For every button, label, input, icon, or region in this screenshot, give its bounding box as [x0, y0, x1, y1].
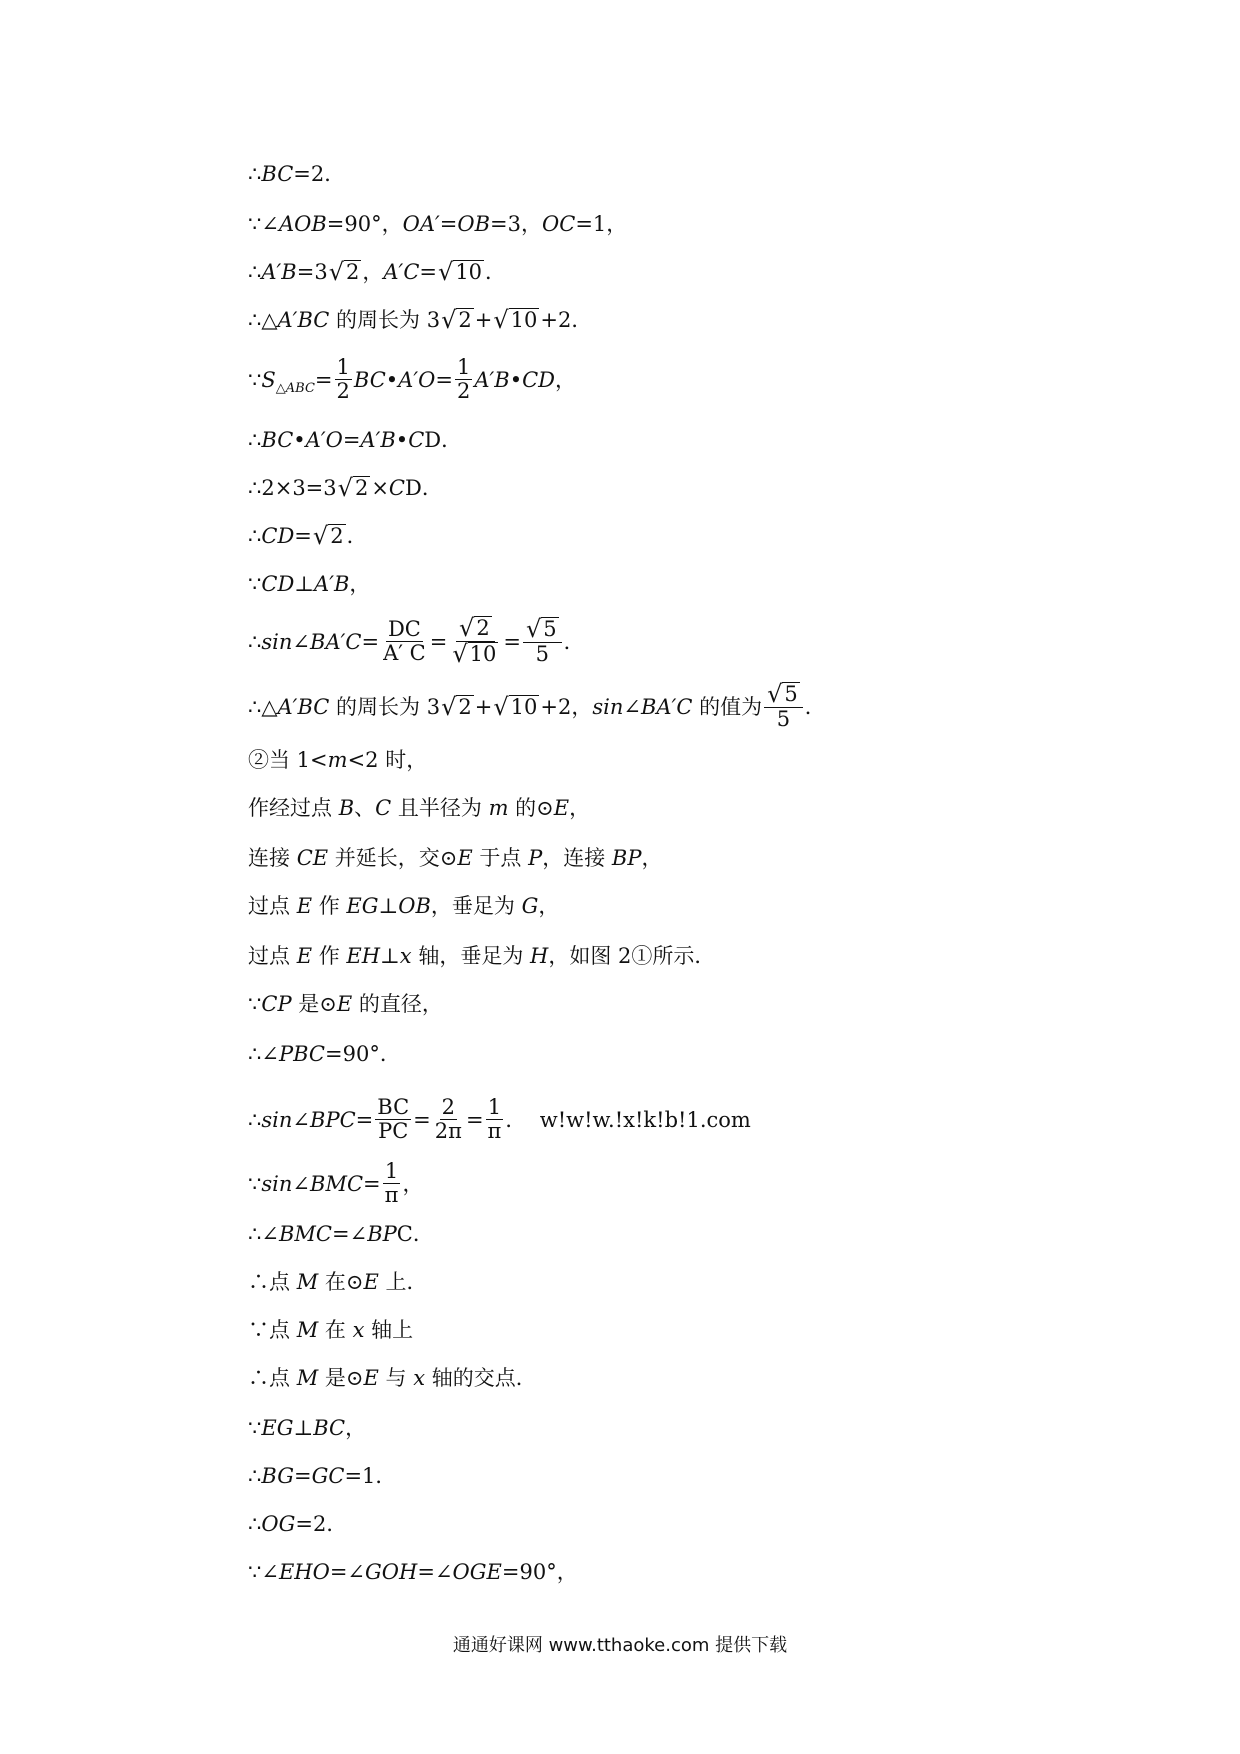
solution-line: ∴ CD = √ 2 ．: [248, 522, 368, 551]
watermark-text: w!w!w.!x!k!b!1.com: [539, 1107, 751, 1132]
fraction: $\frac{DC}{A' C}$: [383, 617, 426, 666]
solution-line: ∴ OG =2．: [248, 1512, 348, 1536]
solution-line: ∵点 M 在 x 轴上: [248, 1318, 414, 1342]
solution-line: ∴∠ BMC =∠ BP C．: [248, 1222, 434, 1246]
solution-line: ∵ EG ⊥ BC ，: [248, 1416, 367, 1440]
solution-line: ∴ sin ∠ BA′C = $\frac{DC}{A' C}$ = √ 2 √ 10 = √ 5 5 ．: [248, 614, 585, 669]
fraction: √ 2 √ 10: [452, 614, 497, 669]
solution-line: ∴ A′B =3 √ 2 ， A′C = √ 10 ．: [248, 258, 507, 287]
sqrt-symbol: √ 10: [438, 258, 483, 287]
solution-line: ∵∠ AOB =90°， OA′ = OB =3， OC =1，: [248, 212, 628, 236]
solution-line: ∵ S △ABC = $\frac{1}{2}$ BC • A′O = $\frac{1}{2}$ A′B • CD ，: [248, 355, 576, 404]
sqrt-symbol: √ 2: [312, 522, 344, 551]
solution-line: ∴∠ PBC =90°．: [248, 1042, 401, 1066]
solution-line: ∴△ A′BC 的周长为 3 √ 2 + √ 10 +2．: [248, 306, 593, 335]
solution-line: ∴ BC • A′O = A′B • C D．: [248, 428, 463, 452]
solution-line: 过点 E 作 EH ⊥ x 轴，垂足为 H ，如图 2①所示．: [248, 944, 716, 968]
solution-line: ∴ sin ∠ BPC = $\frac{BC}{PC}$ = $\frac{2}{2\pi}$ = $\frac{1}{\pi}$ ． w!w!w.!x!k!b!1.com: [248, 1095, 751, 1144]
solution-line: 连接 CE 并延长，交⊙ E 于点 P ，连接 BP ，: [248, 846, 663, 870]
fraction: $\frac{2}{2\pi}$: [434, 1095, 462, 1144]
fraction: $\frac{1}{\pi}$: [384, 1159, 399, 1208]
solution-line: ②当 1< m <2 时，: [248, 748, 428, 772]
solution-line: ∵∠ EHO =∠ GOH =∠ OGE =90°，: [248, 1560, 578, 1584]
sqrt-symbol: √ 2: [441, 692, 472, 721]
solution-line: ∴点 M 在⊙ E 上．: [248, 1270, 428, 1294]
fraction: $\frac{BC}{PC}$: [377, 1095, 410, 1144]
solution-line: ∵ CP 是⊙ E 的直径，: [248, 992, 443, 1016]
solution-line: ∴ BG = GC =1．: [248, 1464, 397, 1488]
solution-line: ∵ CD ⊥ A′B ，: [248, 572, 371, 596]
solution-line: ∵ sin ∠ BMC = $\frac{1}{\pi}$ ，: [248, 1159, 424, 1208]
sqrt-symbol: √ 10: [493, 306, 538, 335]
solution-line: ∴ BC =2．: [248, 162, 346, 186]
sqrt-symbol: √ 2: [337, 474, 369, 503]
sqrt-symbol: √ 2: [328, 258, 360, 287]
solution-line: ∴点 M 是⊙ E 与 x 轴的交点．: [248, 1366, 537, 1390]
solution-line: ∴△ A′BC 的周长为 3 √ 2 + √ 10 +2， sin ∠ BA′C 的值为 √ 5 5 ．: [248, 680, 826, 732]
page-footer: 通通好课网 www.tthaoke.com 提供下载: [452, 1635, 788, 1656]
solution-line: 过点 E 作 EG ⊥ OB ，垂足为 G ，: [248, 894, 560, 918]
solution-line: 作经过点 B 、 C 且半径为 m 的⊙ E ，: [248, 796, 591, 820]
solution-line: ∴2×3=3 √ 2 × C D．: [248, 474, 443, 503]
fraction: $\frac{1}{2}$: [456, 355, 471, 404]
fraction: √ 5 5: [523, 617, 562, 666]
fraction: $\frac{1}{\pi}$: [487, 1095, 502, 1144]
sqrt-symbol: √ 2: [441, 306, 472, 335]
sqrt-symbol: √ 10: [493, 692, 538, 721]
fraction: √ 5 5: [764, 682, 803, 731]
fraction: $\frac{1}{2}$: [336, 355, 350, 404]
